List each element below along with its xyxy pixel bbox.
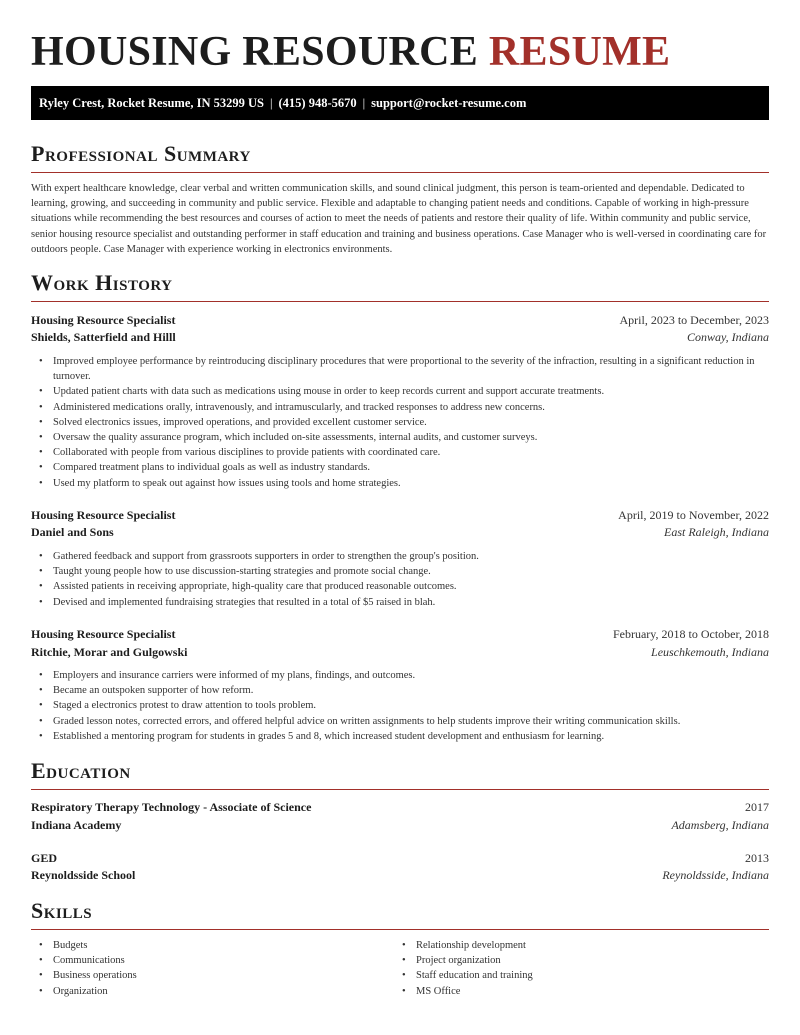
resume-title (31, 28, 670, 76)
education-year: 2013 (745, 851, 769, 865)
skill-item: • Relationship development (416, 938, 756, 953)
list-item: • Graded lesson notes, corrected errors, and offered helpful advice on written assignments to help students improve their writing communication skills. (53, 714, 769, 729)
summary-heading: Professional Summary (31, 141, 251, 166)
job-bullets (53, 549, 769, 610)
skill-item: • Staff education and training (416, 968, 756, 983)
section-divider (31, 172, 769, 173)
skill-item: • Project organization (416, 953, 756, 968)
contact-bar (31, 86, 769, 120)
list-item: • Oversaw the quality assurance program, which included on-site assessments, internal audits, and customer surveys. (53, 430, 769, 445)
list-item: • Assisted patients in receiving appropriate, high-quality care that produced reasonable outcomes. (53, 579, 769, 594)
job-location: East Raleigh, Indiana (664, 525, 769, 539)
list-item: • Collaborated with people from various disciplines to provide patients with coordinated care. (53, 445, 769, 460)
contact-email: support@rocket-resume.com (371, 96, 527, 110)
skills-heading: Skills (31, 898, 93, 923)
education-subheader (31, 816, 769, 834)
education-school: Indiana Academy (31, 818, 122, 832)
education-subheader (31, 866, 769, 884)
list-item: • Employers and insurance carriers were informed of my plans, findings, and outcomes. (53, 668, 769, 683)
education-school: Reynoldsside School (31, 868, 136, 882)
job-subheader (31, 523, 769, 541)
job-title: Housing Resource Specialist (31, 313, 176, 327)
job-header (31, 311, 769, 329)
job-location: Leuschkemouth, Indiana (651, 645, 769, 659)
skill-item: • Communications (53, 953, 393, 968)
job-company: Shields, Satterfield and Hilll (31, 330, 176, 344)
job-bullets (53, 668, 769, 744)
skills-list-left (53, 938, 393, 999)
job-subheader (31, 328, 769, 346)
job-location: Conway, Indiana (686, 330, 769, 344)
section-divider (31, 929, 769, 930)
skill-item: • MS Office (416, 984, 756, 999)
contact-phone: (415) 948-5670 (278, 96, 357, 110)
work-history-heading: Work History (31, 270, 173, 295)
list-item: • Updated patient charts with data such as medications using mouse in order to keep records current and support accurate treatments. (53, 384, 769, 399)
list-item: • Taught young people how to use discussion-starting strategies and promote social change. (53, 564, 769, 579)
job-dates: April, 2023 to December, 2023 (619, 313, 769, 327)
list-item: • Administered medications orally, intravenously, and intramuscularly, and tracked responses to address new concerns. (53, 400, 769, 415)
job-header (31, 625, 769, 643)
education-location: Adamsberg, Indiana (671, 818, 769, 832)
skills-list-right (416, 938, 756, 999)
list-item: • Established a mentoring program for students in grades 5 and 8, which increased student development and enthusiasm for learning. (53, 729, 769, 744)
education-header (31, 798, 769, 816)
job-title: Housing Resource Specialist (31, 508, 176, 522)
list-item: • Became an outspoken supporter of how reform. (53, 683, 769, 698)
skill-item: • Organization (53, 984, 393, 999)
section-divider (31, 301, 769, 302)
job-company: Ritchie, Morar and Gulgowski (31, 645, 188, 659)
skill-item: • Budgets (53, 938, 393, 953)
skill-item: • Business operations (53, 968, 393, 983)
job-dates: February, 2018 to October, 2018 (612, 627, 769, 641)
contact-separator: | (270, 96, 273, 110)
education-heading: Education (31, 758, 131, 783)
title-accent: RESUME (488, 29, 671, 75)
summary-text: With expert healthcare knowledge, clear verbal and written communication skills, and sound clinical judgment, this person is team-oriented and dependable. Dedicated to learning, growing, and succeeding in community and public service. Flexible and adaptable to changing patient needs and conditions. Capable of working in high-pressure situations while recommending the best resources and courses of action to meet the needs of patients and restore their quality of life. Within community and public service, senior housing resource specialist and outstanding performer in staff education and training and business operations. Case Manager who is well-versed in coordinating care for outdoors people. Case Manager with experience working in electronics environments. (31, 183, 767, 255)
list-item: • Compared treatment plans to individual goals as well as industry standards. (53, 460, 769, 475)
list-item: • Gathered feedback and support from grassroots supporters in order to strengthen the group's position. (53, 549, 769, 564)
list-item: • Improved employee performance by reintroducing disciplinary procedures that were proportional to the severity of the infraction, resulting in a significant reduction in turnover. (53, 354, 769, 384)
list-item: • Staged a electronics protest to draw attention to tools problem. (53, 698, 769, 713)
job-subheader (31, 643, 769, 661)
section-divider (31, 789, 769, 790)
list-item: • Devised and implemented fundraising strategies that resulted in a total of $5 raised in blah. (53, 595, 769, 610)
job-company: Daniel and Sons (31, 525, 114, 539)
list-item: • Solved electronics issues, improved operations, and provided excellent customer service. (53, 415, 769, 430)
job-title: Housing Resource Specialist (31, 627, 176, 641)
list-item: • Used my platform to speak out against how issues using tools and home strategies. (53, 476, 769, 491)
education-header (31, 849, 769, 867)
job-bullets (53, 354, 769, 491)
contact-separator: | (362, 96, 366, 110)
contact-address: Ryley Crest, Rocket Resume, IN 53299 US (39, 96, 264, 110)
title-main: HOUSING RESOURCE (31, 29, 479, 75)
job-dates: April, 2019 to November, 2022 (618, 508, 769, 522)
education-year: 2017 (745, 800, 769, 814)
education-location: Reynoldsside, Indiana (662, 868, 769, 882)
job-header (31, 506, 769, 524)
education-degree: GED (31, 851, 58, 865)
education-degree: Respiratory Therapy Technology - Associate of Science (31, 800, 312, 814)
